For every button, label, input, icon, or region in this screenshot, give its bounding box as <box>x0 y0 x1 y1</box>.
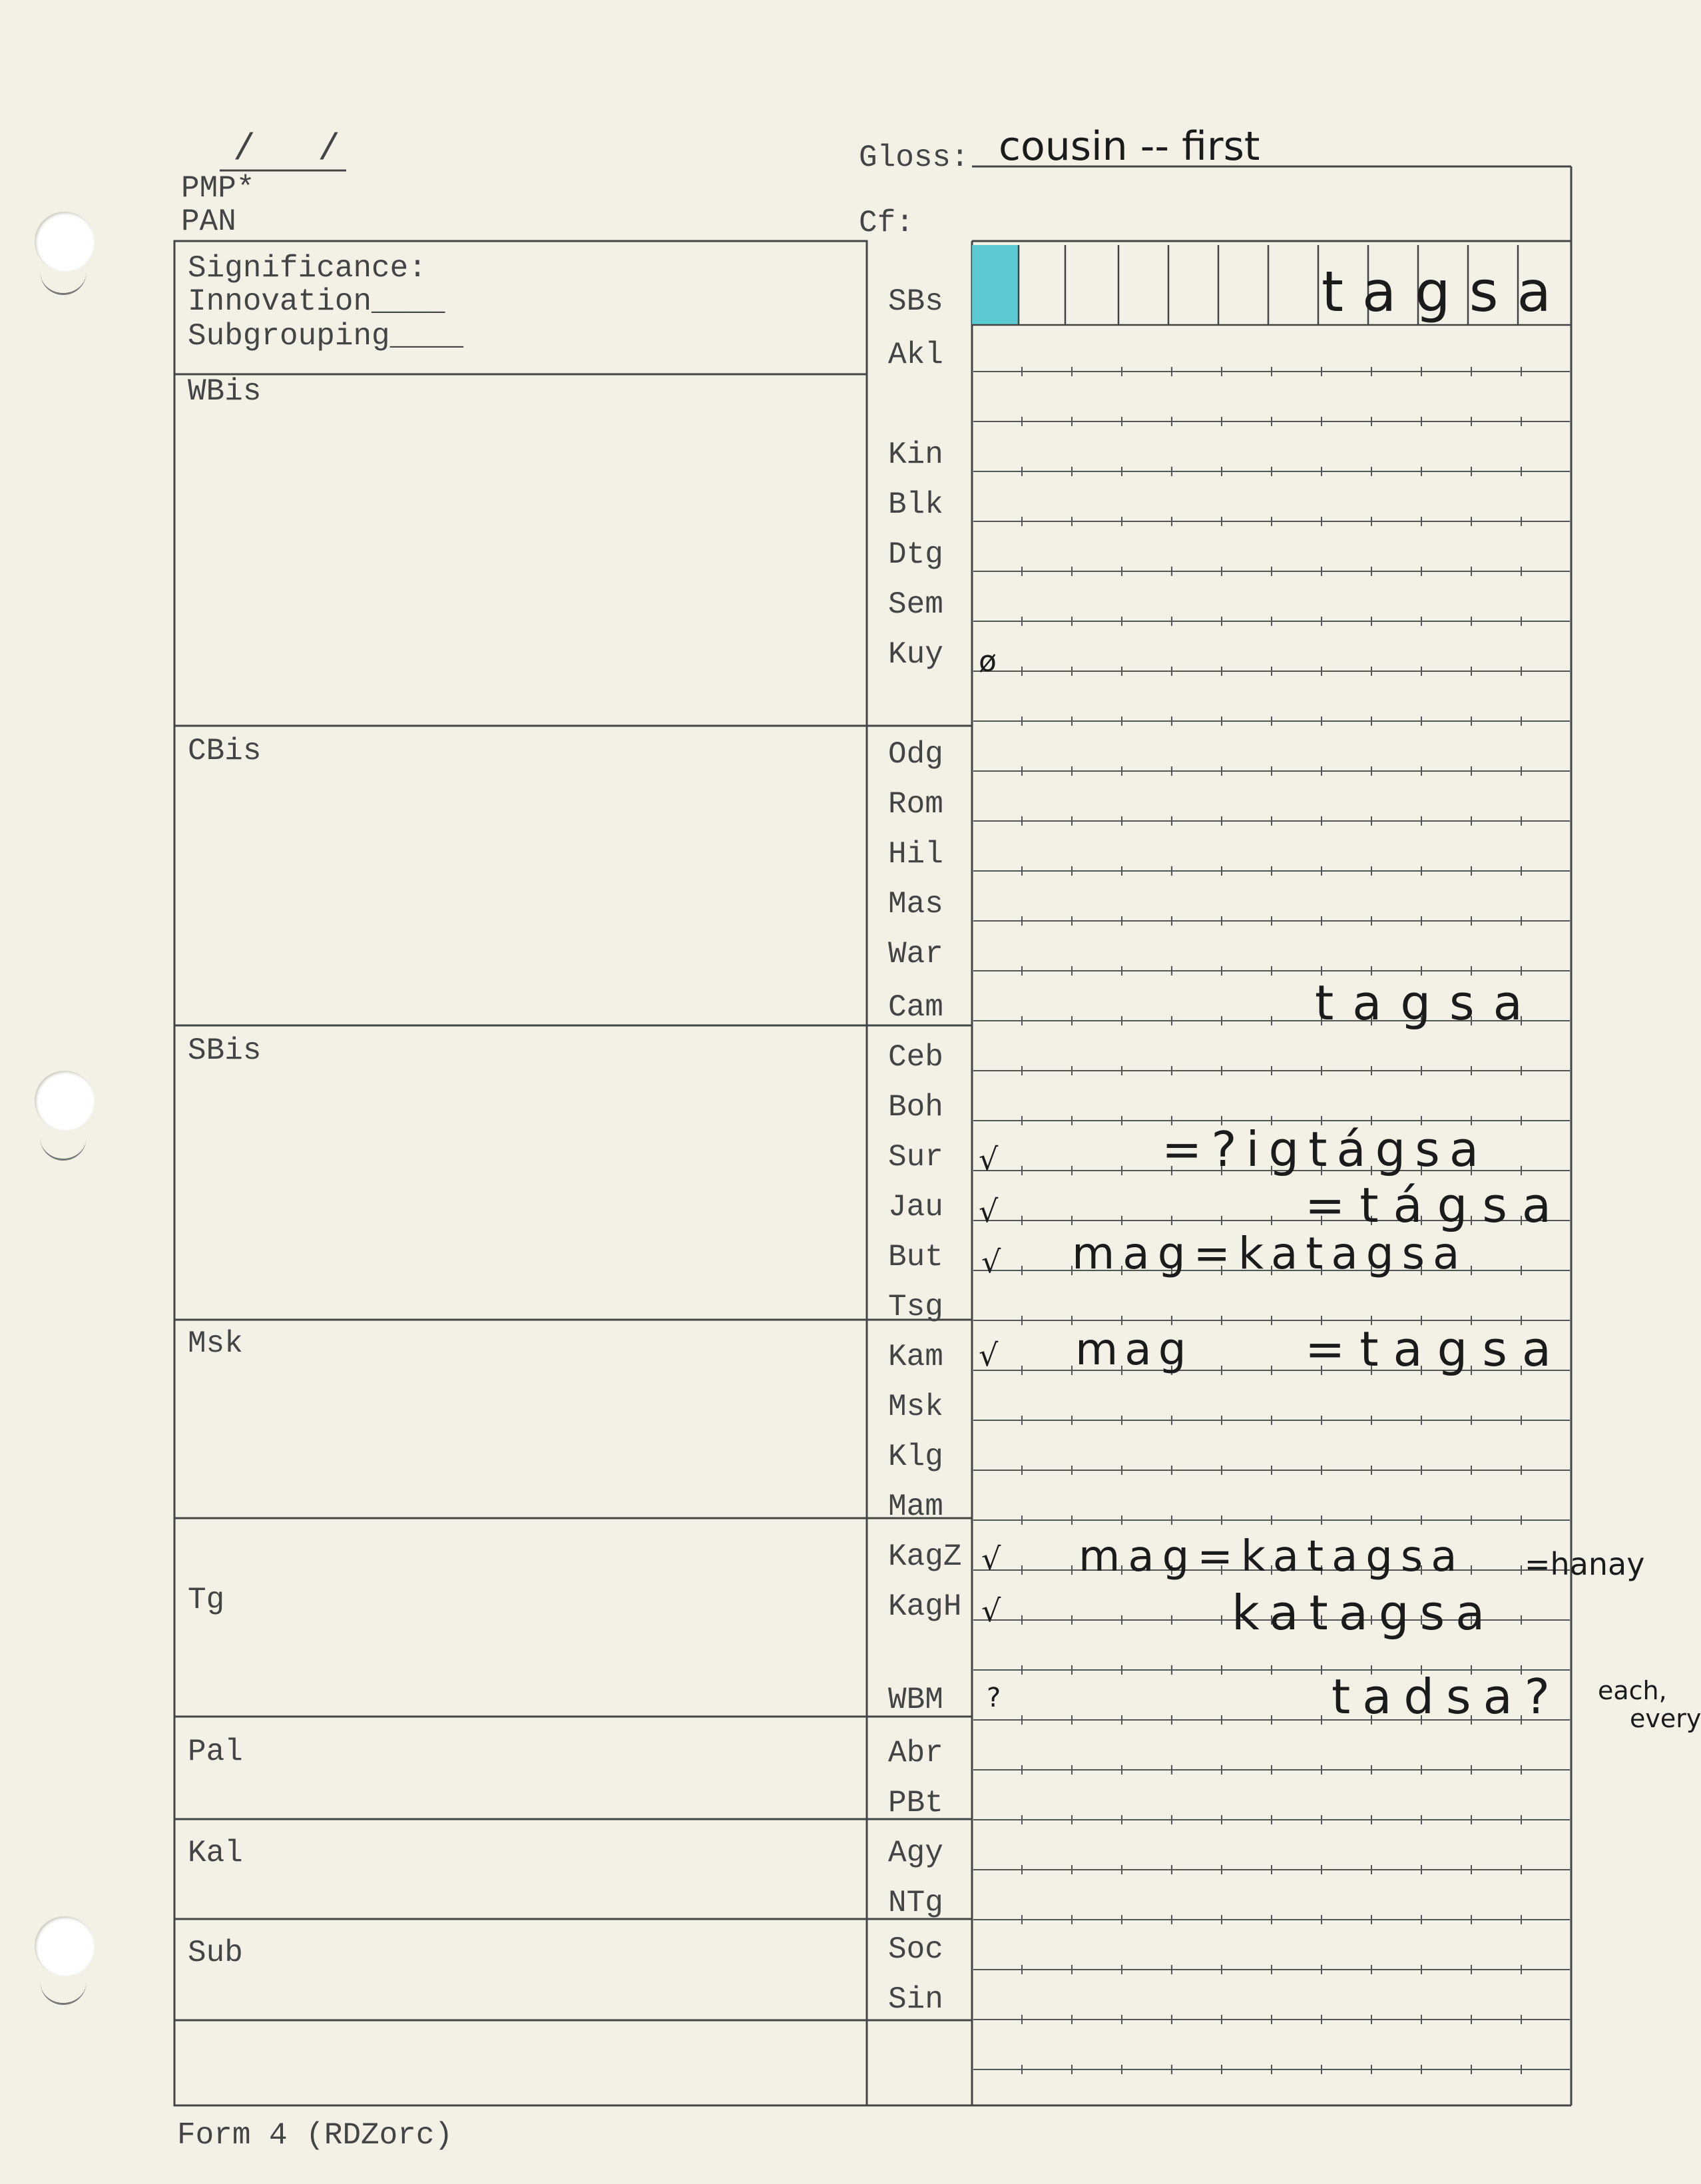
language-abbr: Kuy <box>888 637 943 672</box>
language-abbr: KagH <box>888 1589 962 1624</box>
language-abbr: Msk <box>888 1390 943 1424</box>
language-abbr: Odg <box>888 737 943 772</box>
entry-sur: =?igtágsa <box>1162 1121 1488 1177</box>
language-abbr: Abr <box>888 1736 943 1771</box>
language-abbr: Mam <box>888 1490 943 1524</box>
language-abbr: Mas <box>888 887 943 922</box>
language-abbr: Soc <box>888 1932 943 1967</box>
group-label: Msk <box>188 1326 243 1361</box>
group-label: CBis <box>188 734 262 768</box>
entry-wbm-note-2: every <box>1630 1704 1701 1733</box>
group-label: Tg <box>188 1583 225 1617</box>
language-abbr: Rom <box>888 787 943 822</box>
entry-sbs: tagsa <box>1322 259 1570 324</box>
pmp-label: PMP* <box>181 171 255 206</box>
language-abbr: Sin <box>888 1982 943 2017</box>
entry-sur-check: √ <box>979 1141 999 1177</box>
entry-kam: =tagsa <box>1305 1321 1567 1377</box>
entry-kagh: katagsa <box>1232 1585 1496 1641</box>
language-abbr: Dtg <box>888 537 943 572</box>
language-abbr: Akl <box>888 338 943 372</box>
entry-kagz: mag=katagsa <box>1079 1532 1465 1581</box>
subgrouping-label: Subgrouping____ <box>188 319 464 354</box>
entry-wbm-mark: ? <box>987 1683 1001 1713</box>
language-abbr: Klg <box>888 1440 943 1474</box>
innovation-label: Innovation____ <box>188 284 445 319</box>
gloss-label: Gloss: <box>859 140 969 175</box>
language-abbr: Cam <box>888 990 943 1025</box>
language-abbr: Blk <box>888 487 943 522</box>
cf-label: Cf: <box>859 206 914 240</box>
language-abbr: Boh <box>888 1090 943 1125</box>
entry-wbm-note-1: each, <box>1598 1676 1667 1705</box>
language-abbr: Jau <box>888 1190 943 1225</box>
entry-jau-check: √ <box>979 1193 999 1229</box>
group-label: Kal <box>188 1836 243 1870</box>
gloss-value: cousin -- first <box>999 123 1260 170</box>
entry-wbm: tadsa? <box>1332 1669 1562 1725</box>
language-abbr: NTg <box>888 1886 943 1920</box>
header-slashes: / / <box>233 128 360 170</box>
entry-kagz-suffix: =hanay <box>1525 1546 1645 1582</box>
group-label: WBis <box>188 374 262 409</box>
language-abbr: Kin <box>888 437 943 472</box>
entry-kagz-check: √ <box>981 1541 1001 1577</box>
language-abbr: War <box>888 937 943 971</box>
language-abbr: KagZ <box>888 1539 962 1574</box>
group-label: Sub <box>188 1936 243 1970</box>
language-abbr: Agy <box>888 1836 943 1870</box>
entry-jau: =tágsa <box>1305 1177 1567 1233</box>
highlight-cell <box>972 245 1019 325</box>
entry-cam: tagsa <box>1315 975 1541 1031</box>
language-abbr: WBM <box>888 1683 943 1717</box>
language-abbr: Hil <box>888 837 943 872</box>
language-abbr: PBt <box>888 1786 943 1820</box>
language-abbr: Sur <box>888 1140 943 1175</box>
form-footer: Form 4 (RDZorc) <box>177 2118 453 2153</box>
language-abbr: Sem <box>888 587 943 622</box>
group-label: Pal <box>188 1735 243 1769</box>
group-label: SBis <box>188 1033 262 1068</box>
pan-label: PAN <box>181 204 236 239</box>
entry-kagh-check: √ <box>981 1593 1001 1629</box>
language-abbr: Kam <box>888 1340 943 1374</box>
entry-but: mag=katagsa <box>1072 1228 1468 1279</box>
entry-kam-prefix: mag <box>1075 1324 1193 1375</box>
entry-kam-check: √ <box>979 1337 999 1373</box>
significance-title: Significance: <box>188 251 427 286</box>
entry-kuy-mark: ø <box>979 645 997 679</box>
entry-but-check: √ <box>981 1244 1001 1280</box>
language-abbr: Ceb <box>888 1040 943 1075</box>
language-abbr: Tsg <box>888 1290 943 1324</box>
language-abbr: But <box>888 1240 943 1274</box>
language-abbr: SBs <box>888 284 943 319</box>
